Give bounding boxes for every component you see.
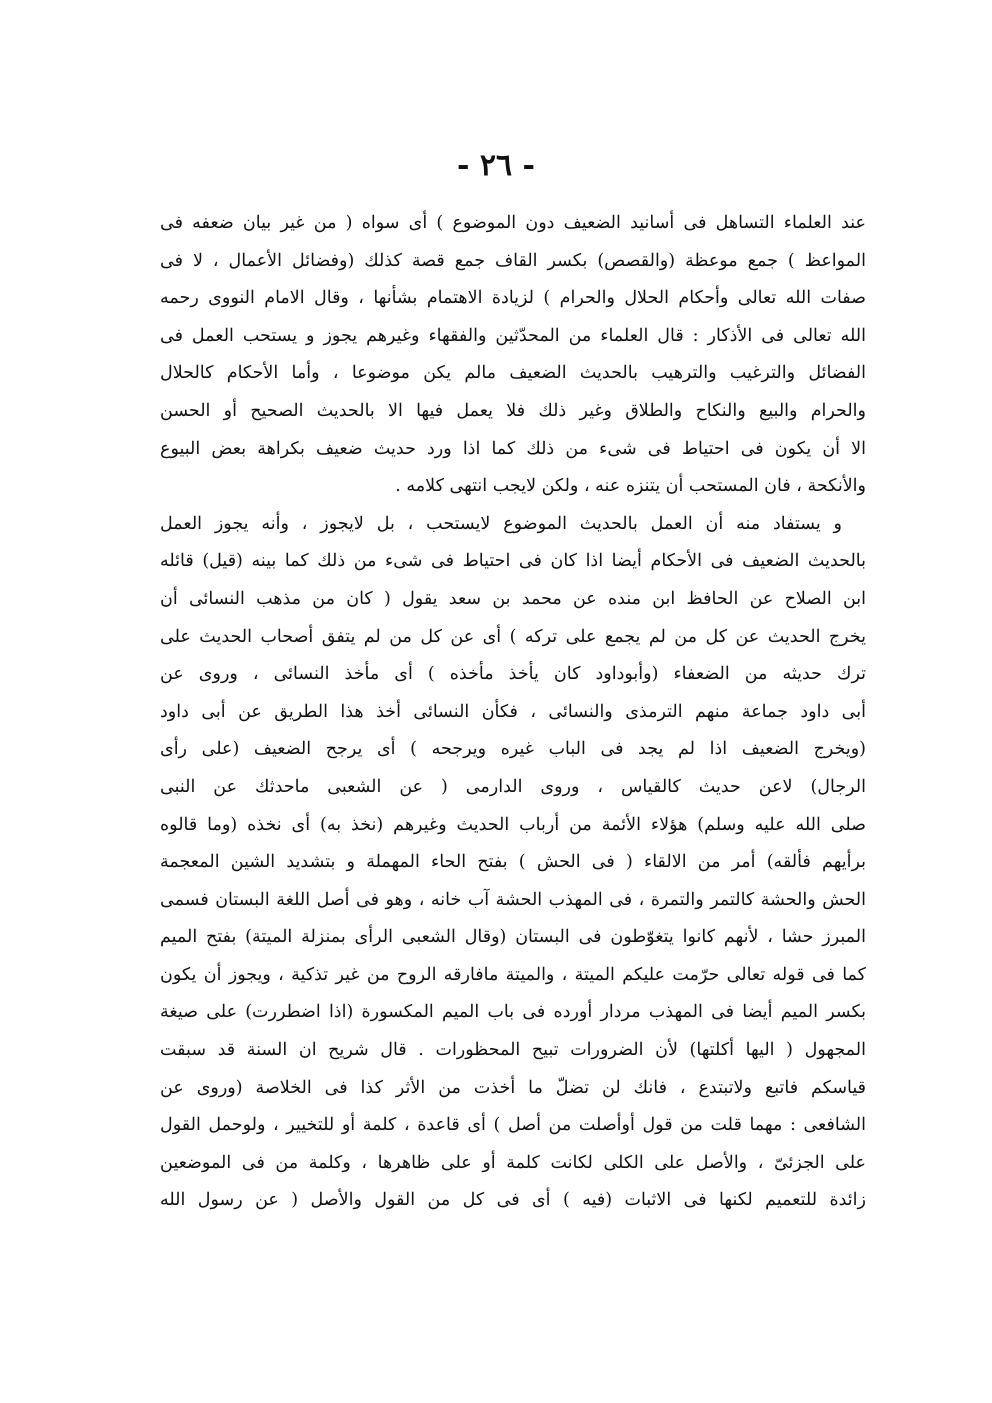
text-line: والأنكحة ، فان المستحب أن يتنزه عنه ، ولكن لايجب انتهى كلامه . xyxy=(395,476,866,497)
body-text xyxy=(160,205,866,1220)
text-line: بالحديث الضعيف فى الأحكام أيضا اذا كان فى احتياط فى شىء من ذلك كما بينه (قيل) قائله xyxy=(160,551,866,572)
text-line: المجهول ( اليها أكلتها) لأن الضرورات تبيح المحظورات . قال شريح ان السنة قد سبقت xyxy=(160,1040,866,1061)
text-line: كما فى قوله تعالى حرّمت عليكم الميتة ، والميتة مافارقه الروح من غير تذكية ، ويجوز أن يكون xyxy=(160,964,866,985)
text-line: والحرام والبيع والنكاح والطلاق وغير ذلك فلا يعمل فيها الا بالحديث الصحيح أو الحسن xyxy=(160,400,866,421)
text-line: برأيهم فألقه) أمر من الالقاء ( فى الحش ) بفتح الحاء المهملة و بتشديد الشين المعجمة xyxy=(160,852,866,873)
text-line: يخرج الحديث عن كل من لم يجمع على تركه ) أى عن كل من لم يتفق أصحاب الحديث على xyxy=(160,626,866,647)
text-line: (ويخرج الضعيف اذا لم يجد فى الباب غيره ويرجحه ) أى يرجح الضعيف (على رأى xyxy=(160,739,866,760)
text-line: ترك حديثه من الضعفاء (وأبوداود كان يأخذ مأخذه ) أى مأخذ النسائى ، وروى عن xyxy=(160,664,866,685)
text-line: زائدة للتعميم لكنها فى الاثبات (فيه ) أى فى كل من القول والأصل ( عن رسول الله xyxy=(160,1190,866,1211)
text-line: و يستفاد منه أن العمل بالحديث الموضوع لايستحب ، بل لايجوز ، وأنه يجوز العمل xyxy=(160,513,842,534)
text-line: عند العلماء التساهل فى أسانيد الضعيف دون الموضوع ) أى سواه ( من غير بيان ضعفه فى xyxy=(160,213,866,233)
text-line: المواعظ ) جمع موعظة (والقصص) بكسر القاف جمع قصة كذلك (وفضائل الأعمال ، لا فى xyxy=(160,250,866,271)
text-line: قياسكم فاتبع ولاتبتدع ، فانك لن تضلّ ما أخذت من الأثر كذا فى الخلاصة (وروى عن xyxy=(160,1077,866,1098)
text-line: الا أن يكون فى احتياط فى شىء من ذلك كما اذا ورد حديث ضعيف بكراهة بعض البيوع xyxy=(160,438,866,459)
text-line: الرجال) لاعن حديث كالقياس ، وروى الدارمى ( عن الشعبى ماحدثك عن النبى xyxy=(160,776,866,797)
text-line: الشافعى : مهما قلت من قول أوأصلت من أصل ) أى قاعدة ، كلمة أو للتخيير ، ولوحمل القول xyxy=(160,1115,866,1136)
text-line: الحش والحشة كالتمر والتمرة ، فى المهذب الحشة آب خانه ، وهو فى أصل اللغة البستان فسمى xyxy=(160,889,866,910)
text-line: الله تعالى فى الأذكار : قال العلماء من المحدّثين والفقهاء وغيرهم يجوز و يستحب العمل فى xyxy=(160,325,866,346)
text-line: صلى الله عليه وسلم) هؤلاء الأئمة من أرباب الحديث وغيرهم (نخذ به) أى نخذه (وما قالوه xyxy=(160,814,866,835)
text-line: المبرز حشا ، لأنهم كانوا يتغوّطون فى البستان (وقال الشعبى الرأى بمنزلة الميتة) بفتح الميم xyxy=(160,927,866,948)
text-line: صفات الله تعالى وأحكام الحلال والحرام ) لزيادة الاهتمام بشأنها ، وقال الامام النووى رحمه xyxy=(160,288,866,309)
text-line: الفضائل والترغيب والترهيب بالحديث الضعيف مالم يكن موضوعا ، وأما الأحكام كالحلال xyxy=(160,363,866,384)
text-line: أبى داود جماعة منهم الترمذى والنسائى ، فكأن النسائى أخذ هذا الطريق عن أبى داود xyxy=(160,701,866,722)
text-line: على الجزئىّ ، والأصل على الكلى لكانت كلمة أو على ظاهرها ، وكلمة من فى الموضعين xyxy=(160,1152,866,1173)
text-line: بكسر الميم أيضا فى المهذب مردار أورده فى باب الميم المكسورة (اذا اضطررت) على صيغة xyxy=(160,1002,866,1023)
text-line: ابن الصلاح عن الحافظ ابن منده عن محمد بن سعد يقول ( كان من مذهب النسائى أن xyxy=(160,588,866,609)
page-number: - ٢٦ - xyxy=(456,148,536,183)
